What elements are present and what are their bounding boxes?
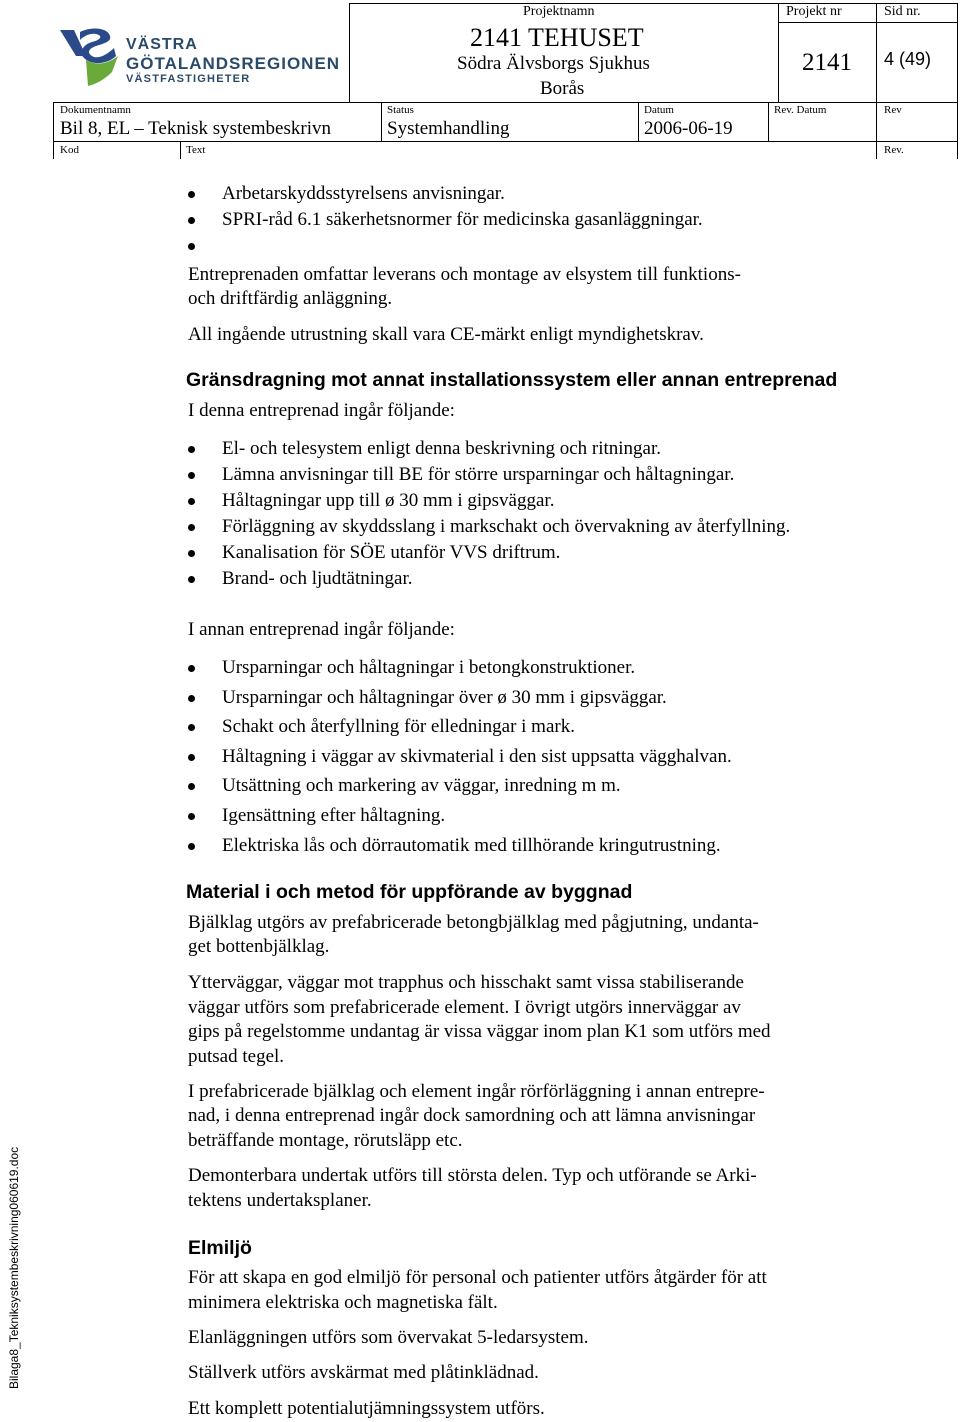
section-lead: I denna entreprenad ingår följande: (188, 400, 455, 421)
header-rule (638, 102, 639, 141)
section-lead: I annan entreprenad ingår följande: (188, 619, 455, 640)
bullet-icon (188, 217, 195, 224)
projekt-title: 2141 TEHUSET (470, 23, 644, 52)
bullet-icon (188, 576, 195, 583)
header-rule (180, 141, 181, 159)
intro-paragraph-line: och driftfärdig anläggning. (188, 288, 393, 309)
bullet-icon (188, 243, 195, 250)
bullet-icon (188, 783, 195, 790)
bullet-icon (188, 843, 195, 850)
status-label: Status (387, 104, 414, 116)
header-rule (53, 102, 958, 103)
paragraph-line: get bottenbjälklag. (188, 936, 330, 957)
vastra-gotalandsregionen-logo-icon (56, 26, 124, 88)
header-rule (876, 3, 877, 102)
bullet-icon (188, 498, 195, 505)
paragraph-line: Bjälklag utgörs av prefabricerade betongbjälklag med pågjutning, undanta- (188, 912, 759, 933)
paragraph: Ställverk utförs avskärmat med plåtinklädnad. (188, 1362, 539, 1383)
section-heading: Material i och metod för uppförande av byggnad (186, 881, 633, 903)
sidnr-label: Sid nr. (884, 4, 921, 19)
logo-line2: GÖTALANDSREGIONEN (126, 54, 341, 73)
bullet-icon (188, 550, 195, 557)
rev-label: Rev (884, 104, 902, 116)
logo-line3: VÄSTFASTIGHETER (126, 73, 251, 85)
projektnr-value: 2141 (802, 49, 852, 76)
header-rule (53, 102, 54, 159)
paragraph-line: beträffande montage, rörutsläpp etc. (188, 1130, 463, 1151)
paragraph-line: Ytterväggar, väggar mot trapphus och hisschakt samt vissa stabiliserande (188, 972, 744, 993)
paragraph-line: minimera elektriska och magnetiska fält. (188, 1292, 498, 1313)
revdatum-label: Rev. Datum (774, 104, 827, 116)
header-rule (349, 3, 958, 4)
intro-paragraph-line: Entreprenaden omfattar leverans och montage av elsystem till funktions- (188, 264, 741, 285)
paragraph-line: I prefabricerade bjälklag och element ingår rörförläggning i annan entrepre- (188, 1081, 765, 1102)
paragraph-line: gips på regelstomme undantag är vissa väggar inom plan K1 som utförs med (188, 1021, 771, 1042)
bullet-icon (188, 524, 195, 531)
projekt-sub1: Södra Älvsborgs Sjukhus (457, 53, 650, 74)
header-rule (53, 141, 958, 142)
kod-label: Kod (60, 144, 79, 156)
header-rule (381, 102, 382, 141)
bullet-icon (188, 724, 195, 731)
header-rule (778, 22, 958, 23)
paragraph-line: putsad tegel. (188, 1046, 285, 1067)
bullet-icon (188, 472, 195, 479)
dokumentnamn-label: Dokumentnamn (60, 104, 131, 116)
paragraph-line: väggar utförs som prefabricerade element. I övrigt utgörs innerväggar av (188, 997, 741, 1018)
paragraph-line: Demonterbara undertak utförs till största delen. Typ och utförande se Arki- (188, 1165, 757, 1186)
paragraph-line: För att skapa en god elmiljö för personal och patienter utförs åtgärder för att (188, 1267, 767, 1288)
header-rule (876, 102, 877, 141)
header-rule (957, 3, 958, 159)
datum-value: 2006-06-19 (644, 118, 733, 139)
paragraph-line: tektens undertaksplaner. (188, 1190, 372, 1211)
bullet-icon (188, 754, 195, 761)
rev2-label: Rev. (884, 144, 904, 156)
header-rule (768, 102, 769, 141)
header-rule (876, 141, 877, 159)
status-value: Systemhandling (387, 118, 510, 139)
header-rule (349, 3, 350, 102)
header-rule (778, 3, 779, 102)
paragraph: Elanläggningen utförs som övervakat 5-ledarsystem. (188, 1327, 589, 1348)
logo (56, 26, 346, 88)
bullet-icon (188, 813, 195, 820)
projekt-sub2: Borås (540, 78, 585, 99)
bullet-icon (188, 446, 195, 453)
projektnamn-label: Projektnamn (523, 4, 595, 19)
file-name-label: Bilaga8_Tekniksystembeskrivning060619.doc (7, 1146, 21, 1389)
paragraph: Ett komplett potentialutjämningssystem utförs. (188, 1398, 545, 1419)
section-heading: Elmiljö (188, 1237, 252, 1259)
text-label: Text (186, 144, 206, 156)
paragraph-line: nad, i denna entreprenad ingår dock samordning och att lämna anvisningar (188, 1105, 756, 1126)
document-header (0, 0, 960, 160)
logo-line1: VÄSTRA (126, 36, 198, 53)
dokumentnamn-value: Bil 8, EL – Teknisk systembeskrivn (60, 118, 331, 139)
bullet-icon (188, 665, 195, 672)
bullet-icon (188, 695, 195, 702)
datum-label: Datum (644, 104, 674, 116)
bullet-icon (188, 191, 195, 198)
section-heading: Gränsdragning mot annat installationssystem eller annan entreprenad (186, 369, 838, 391)
projektnr-label: Projekt nr (786, 4, 842, 19)
sidnr-value: 4 (49) (884, 49, 932, 69)
intro-paragraph: All ingående utrustning skall vara CE-märkt enligt myndighetskrav. (188, 324, 704, 345)
